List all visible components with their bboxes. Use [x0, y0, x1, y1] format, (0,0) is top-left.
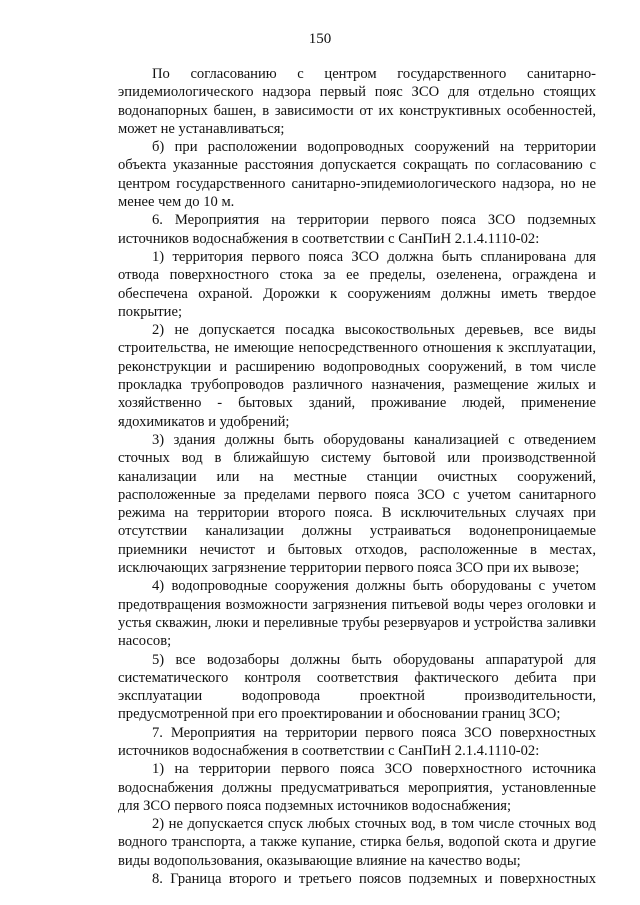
paragraph: 1) территория первого пояса ЗСО должна быть спланирована для отвода поверхностного стока за ее пределы, озеленена, ограждена и обеспечена охраной. Дорожки к сооружениям должны иметь твердое покрытие; — [118, 248, 596, 320]
paragraph: По согласованию с центром государственного санитарно-эпидемиологического надзора первый пояс ЗСО для отдельно стоящих водонапорных башен, в зависимости от их конструктивных особенностей, может не устанавливаться; — [118, 66, 596, 137]
paragraph: 5) все водозаборы должны быть оборудованы аппаратурой для систематического контроля соответствия фактического дебита при эксплуатации водопровода проектной производительности, предусмотренной при его проектировании и обосновании границ ЗСО; — [118, 651, 596, 723]
paragraph: 2) не допускается посадка высокоствольных деревьев, все виды строительства, не имеющие непосредственного отношения к эксплуатации, реконструкции и расширению водопроводных сооружений, в том числе прокладка трубопроводов различного назначения, размещение жилых и хозяйственно - бытовых зданий, проживание людей, применение ядохимикатов и удобрений; — [118, 322, 596, 430]
paragraph: 6. Мероприятия на территории первого пояса ЗСО подземных источников водоснабжения в соответствии с СанПиН 2.1.4.1110-02: — [118, 212, 596, 247]
paragraph: 3) здания должны быть оборудованы канализацией с отведением сточных вод в ближайшую систему бытовой или производственной канализации или на местные станции очистных сооружений, расположенные за пределами первого пояса ЗСО с учетом санитарного режима на территории второго пояса. В исключительных случаях при отсутствии канализации должны устраиваться водонепроницаемые приемники нечистот и бытовых отходов, расположенные в местах, исключающих загрязнение территории первого пояса ЗСО при их вывозе; — [118, 431, 596, 577]
paragraph: 8. Граница второго и третьего поясов подземных и поверхностных — [152, 871, 596, 888]
page-number: 150 — [308, 31, 332, 47]
paragraph: 7. Мероприятия на территории первого пояса ЗСО поверхностных источников водоснабжения в соответствии с СанПиН 2.1.4.1110-02: — [118, 724, 596, 759]
document-body — [118, 65, 596, 888]
paragraph: 4) водопроводные сооружения должны быть оборудованы с учетом предотвращения возможности загрязнения питьевой воды через оголовки и устья скважин, люки и переливные трубы резервуаров и устройства заливки насосов; — [118, 578, 596, 650]
paragraph: б) при расположении водопроводных сооружений на территории объекта указанные расстояния допускается сокращать по согласованию с центром государственного санитарно-эпидемиологического надзора, но не менее чем до 10 м. — [118, 139, 596, 211]
paragraph: 2) не допускается спуск любых сточных вод, в том числе сточных вод водного транспорта, а также купание, стирка белья, водопой скота и другие виды водопользования, оказывающие влияние на качество воды; — [118, 816, 596, 869]
paragraph: 1) на территории первого пояса ЗСО поверхностного источника водоснабжения должны предусматриваться мероприятия, установленные для ЗСО первого пояса подземных источников водоснабжения; — [118, 761, 596, 814]
